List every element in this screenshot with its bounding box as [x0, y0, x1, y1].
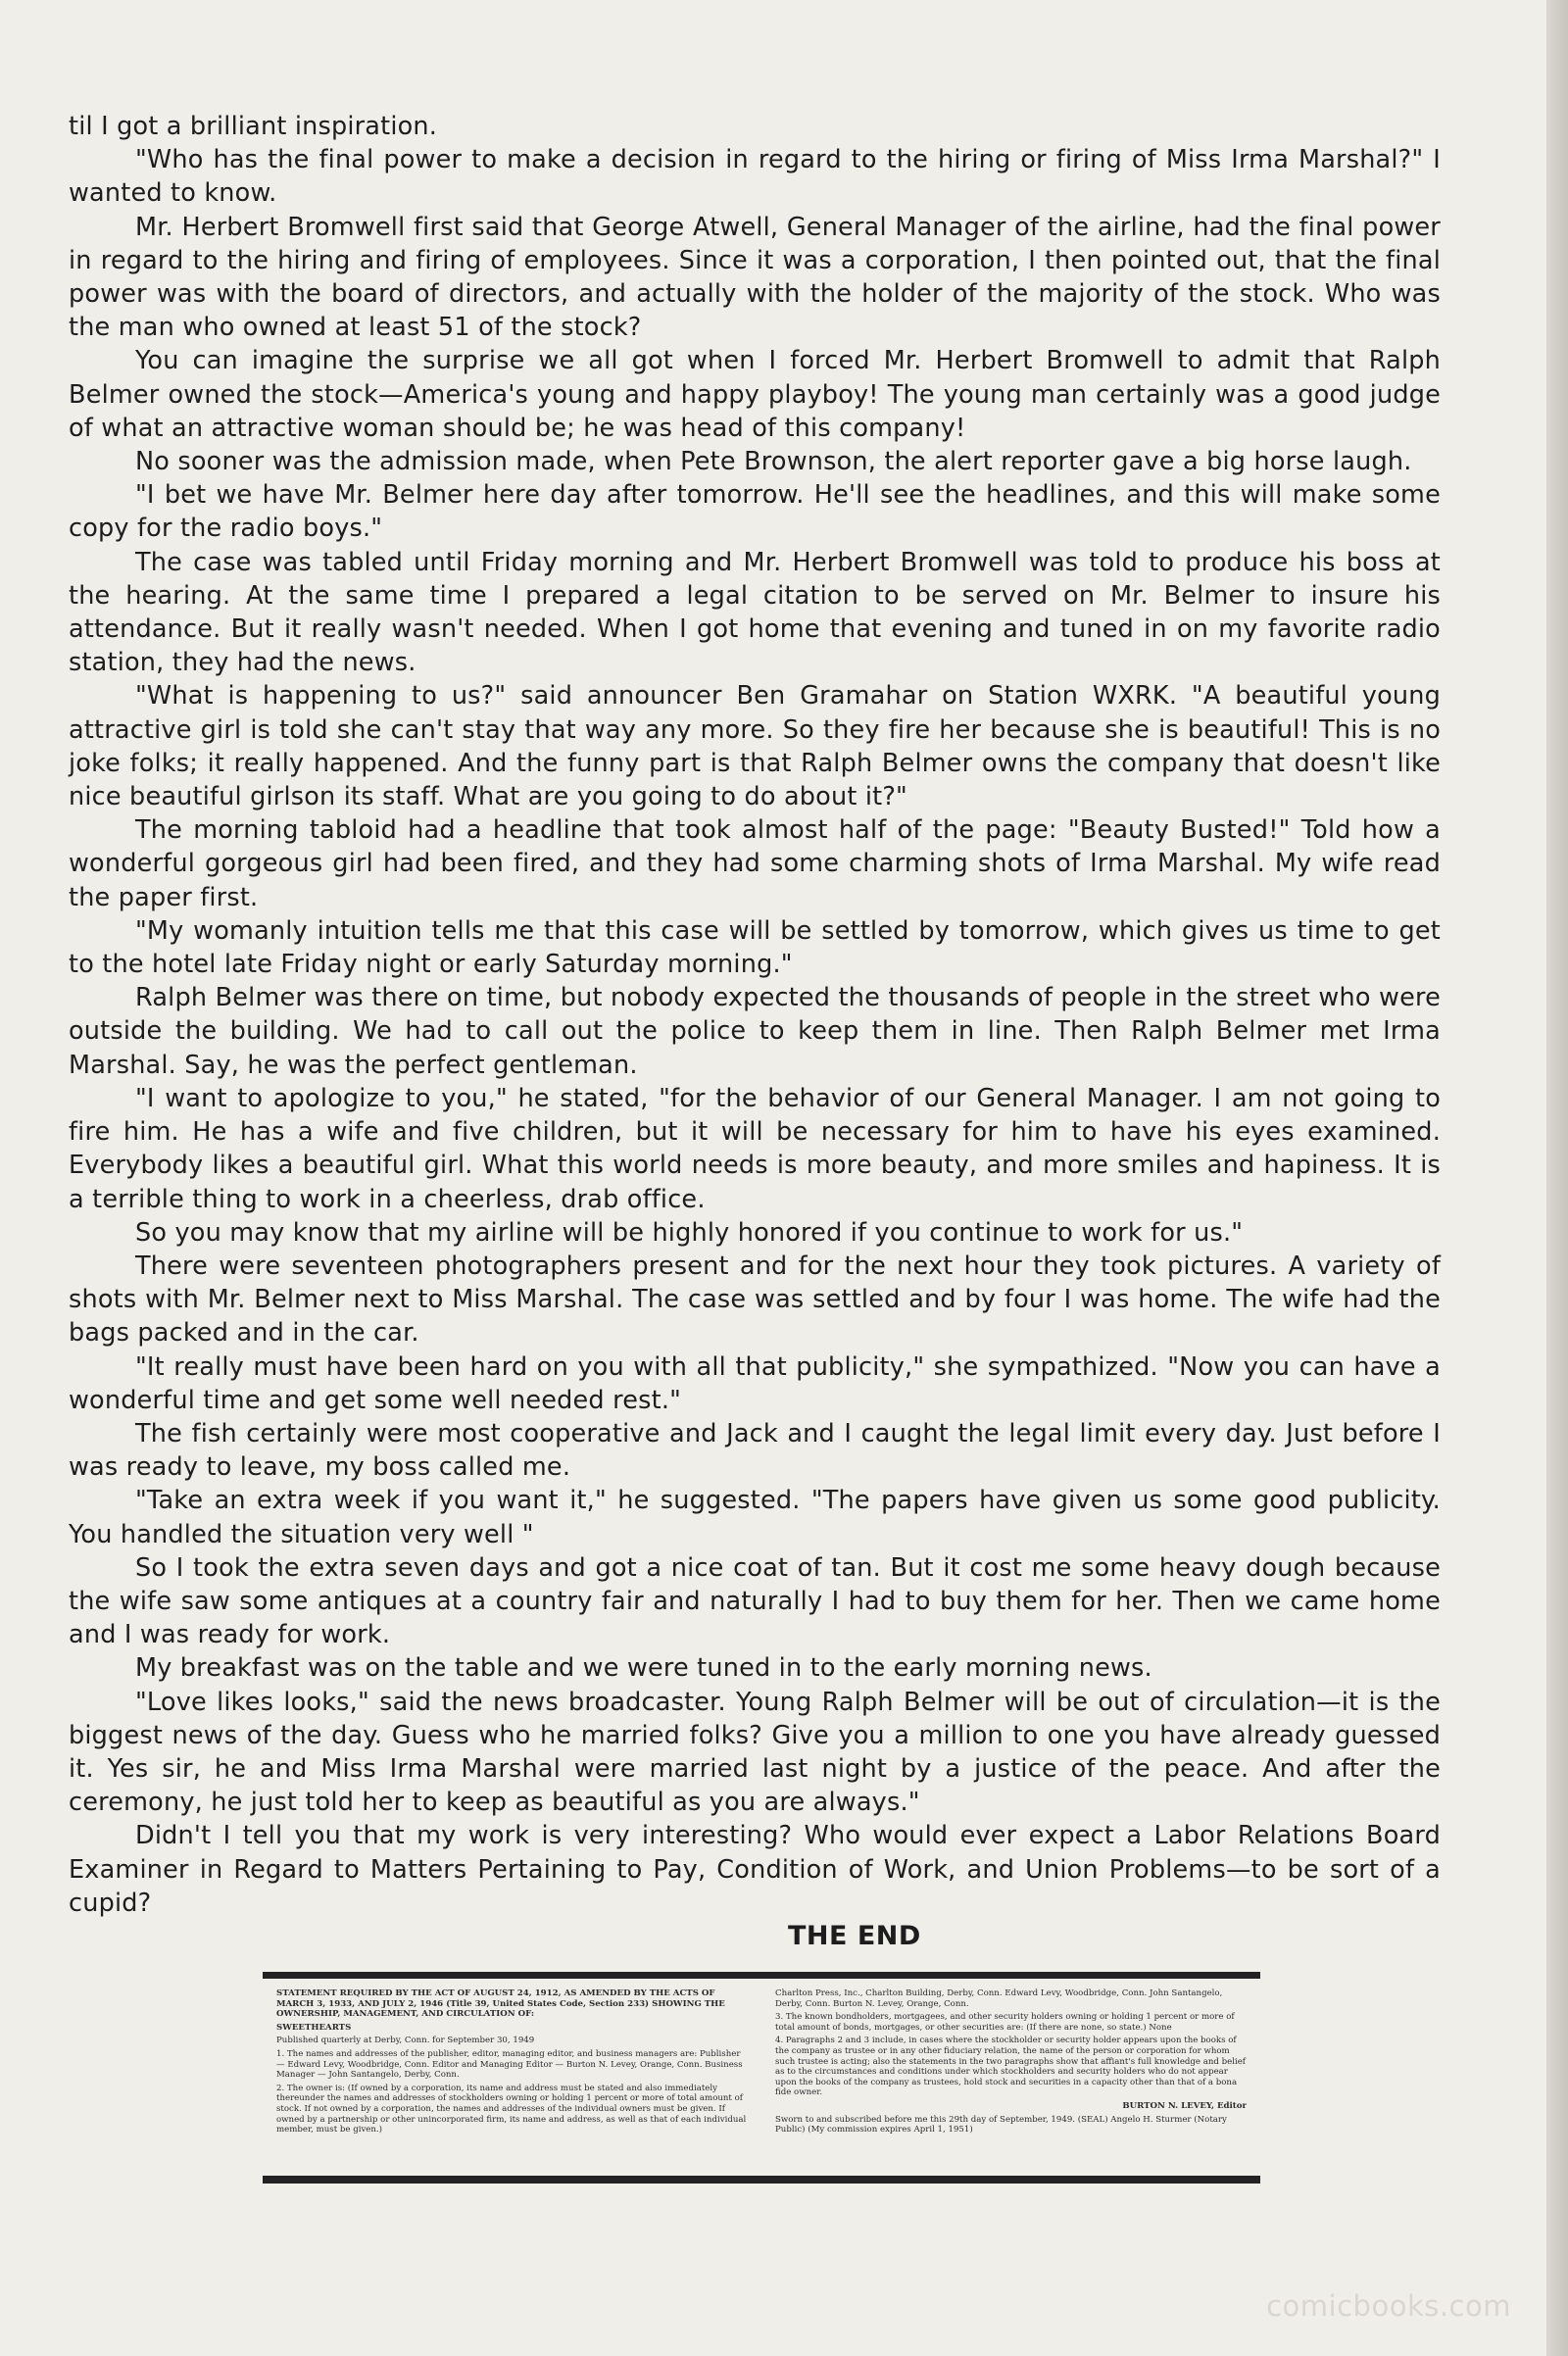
- watermark: comicbooks.com: [1266, 2289, 1511, 2323]
- story-paragraph: til I got a brilliant inspiration.: [69, 112, 438, 141]
- story-paragraph: "What is happening to us?" said announcer Ben Gramahar on Station WXRK. "A beautiful young attractive girl is told she can't stay that way any more. So they fire her because she is beautiful! This is no joke folks; it really happened. And the funny part is that Ralph Belmer owns the company that doesn't like nice beautiful girlson its staff. What are you going to do about it?": [69, 681, 1441, 812]
- story-paragraph: Didn't I tell you that my work is very interesting? Who would ever expect a Labor Relations Board Examiner in Regard to Matters Pertaining to Pay, Condition of Work, and Union Problems—to be sort of a cupid? THE END: [69, 1819, 1441, 1920]
- story-paragraph: There were seventeen photographers present and for the next hour they took pictures. A variety of shots with Mr. Belmer next to Miss Marshal. The case was settled and by four I was home. The wife had the bags packed and in the car.: [69, 1251, 1441, 1349]
- story-paragraph: Mr. Herbert Bromwell first said that George Atwell, General Manager of the airline, had the final power in regard to the hiring and firing of employees. Since it was a corporation, I then pointed out, that the final power was with the board of directors, and actually with the holder of the majority of the stock. Who was the man who owned at least 51 of the stock?: [69, 212, 1441, 343]
- statement-paragraph: 2. The owner is: (If owned by a corporation, its name and address must be stated and also immediately thereunder the names and addresses of stockholders owning or holding 1 percent or more of total amount of stock. If not owned by a corporation, the names and addresses of the individual owners must be given. If owned by a partnership or other unincorporated firm, its name and address, as well as that of each individual member, must be given.): [276, 2083, 747, 2135]
- ownership-statement: [263, 1972, 1260, 2184]
- statement-paragraph: 3. The known bondholders, mortgagees, and other security holders owning or holding 1 percent or more of total amount of bonds, mortgages, or other securities are: (If there are none, so state.) None: [775, 2012, 1235, 2033]
- story-paragraph: So you may know that my airline will be highly honored if you continue to work for us.": [135, 1217, 1244, 1248]
- story-text: [69, 110, 1441, 1951]
- statement-paragraph: 4. Paragraphs 2 and 3 include, in cases where the stockholder or security holder appears upon the books of the company as trustee or in any other fiduciary relation, the name of the person or corporation for whom such trustee is acting; also the statements in the two paragraphs show that affiant's full knowledge and belief as to the circumstances and conditions under which stockholders and security holders who do not appear upon the books of the company as trustees, hold stock and securities in a capacity other than that of a bona fide owner.: [775, 2036, 1246, 2098]
- statement-paragraph: Published quarterly at Derby, Conn. for September 30, 1949: [276, 2036, 535, 2046]
- story-paragraph: "I want to apologize to you," he stated, "for the behavior of our General Manager. I am not going to fire him. He has a wife and five children, but it will be necessary for him to have his eyes examined. Everybody likes a beautiful girl. What this world needs is more beauty, and more smiles and hapiness. It is a terrible thing to work in a cheerless, drab office.: [69, 1083, 1441, 1214]
- story-paragraph: "My womanly intuition tells me that this case will be settled by tomorrow, which gives us time to get to the hotel late Friday night or early Saturday morning.": [69, 915, 1441, 980]
- statement-left-column: [276, 1988, 748, 2170]
- story-paragraph: "Take an extra week if you want it," he suggested. "The papers have given us some good publicity. You handled the situation very well ": [69, 1486, 1441, 1549]
- statement-paragraph: STATEMENT REQUIRED BY THE ACT OF AUGUST 24, 1912, AS AMENDED BY THE ACTS OF MARCH 3, 1933, AND JULY 2, 1946 (Title 39, United States Code, Section 233) SHOWING THE OWNERSHIP, MANAGEMENT, AND CIRCULATION OF:: [276, 1988, 725, 2020]
- story-paragraph: You can imagine the surprise we all got when I forced Mr. Herbert Bromwell to admit that Ralph Belmer owned the stock—America's young and happy playboy! The young man certainly was a good judge of what an attractive woman should be; he was head of this company!: [69, 346, 1441, 443]
- story-paragraph: No sooner was the admission made, when Pete Brownson, the alert reporter gave a big horse laugh.: [135, 447, 1412, 477]
- statement-right-column: [775, 1988, 1247, 2170]
- story-paragraph: "Who has the final power to make a decision in regard to the hiring or firing of Miss Irma Marshal?" I wanted to know.: [69, 145, 1441, 209]
- story-paragraph: "I bet we have Mr. Belmer here day after tomorrow. He'll see the headlines, and this will make some copy for the radio boys.": [69, 480, 1441, 544]
- story-paragraph: So I took the extra seven days and got a nice coat of tan. But it cost me some heavy dough because the wife saw some antiques at a country fair and naturally I had to buy them for her. Then we came home and I was ready for work.: [69, 1552, 1441, 1650]
- statement-paragraph: BURTON N. LEVEY, Editor: [1122, 2100, 1247, 2111]
- story-paragraph: "It really must have been hard on you with all that publicity," she sympathized. "Now you can have a wonderful time and get some well needed rest.": [69, 1351, 1441, 1415]
- story-paragraph: "Love likes looks," said the news broadcaster. Young Ralph Belmer will be out of circulation—it is the biggest news of the day. Guess who he married folks? Give you a million to one you have already guessed it. Yes sir, he and Miss Irma Marshal were married last night by a justice of the peace. And after the ceremony, he just told her to keep as beautiful as you are always.": [69, 1687, 1441, 1818]
- page-edge: [1546, 0, 1568, 2356]
- story-paragraph: The morning tabloid had a headline that took almost half of the page: "Beauty Busted!" Told how a wonderful gorgeous girl had been fired, and they had some charming shots of Irma Marshal. My wife read the paper first.: [69, 815, 1441, 912]
- story-paragraph: The fish certainly were most cooperative and Jack and I caught the legal limit every day. Just before I was ready to leave, my boss called me.: [69, 1418, 1441, 1483]
- story-paragraph: The case was tabled until Friday morning and Mr. Herbert Bromwell was told to produce his boss at the hearing. At the same time I prepared a legal citation to be served on Mr. Belmer to insure his attendance. But it really wasn't needed. When I got home that evening and tuned in on my favorite radio station, they had the news.: [69, 547, 1441, 678]
- statement-paragraph: SWEETHEARTS: [276, 2022, 352, 2033]
- the-end-label: THE END: [788, 1920, 921, 1951]
- statement-paragraph: Charlton Press, Inc., Charlton Building, Derby, Conn. Edward Levy, Woodbridge, Conn. John Santangelo, Derby, Conn. Burton N. Levey, Orange, Conn.: [775, 1988, 1223, 2009]
- story-paragraph: Ralph Belmer was there on time, but nobody expected the thousands of people in the street who were outside the building. We had to call out the police to keep them in line. Then Ralph Belmer met Irma Marshal. Say, he was the perfect gentleman.: [69, 983, 1441, 1080]
- statement-paragraph: Sworn to and subscribed before me this 29th day of September, 1949. (SEAL) Angelo H. Sturmer (Notary Public) (My commission expires April 1, 1951): [775, 2114, 1227, 2135]
- story-paragraph: My breakfast was on the table and we were tuned in to the early morning news.: [135, 1653, 1152, 1684]
- statement-paragraph: 1. The names and addresses of the publisher, editor, managing editor, and business managers are: Publisher — Edward Levy, Woodbridge, Conn. Editor and Managing Editor — Burton N. Levey, Orange, Conn. Business Manager — John Santangelo, Derby, Conn.: [276, 2048, 743, 2081]
